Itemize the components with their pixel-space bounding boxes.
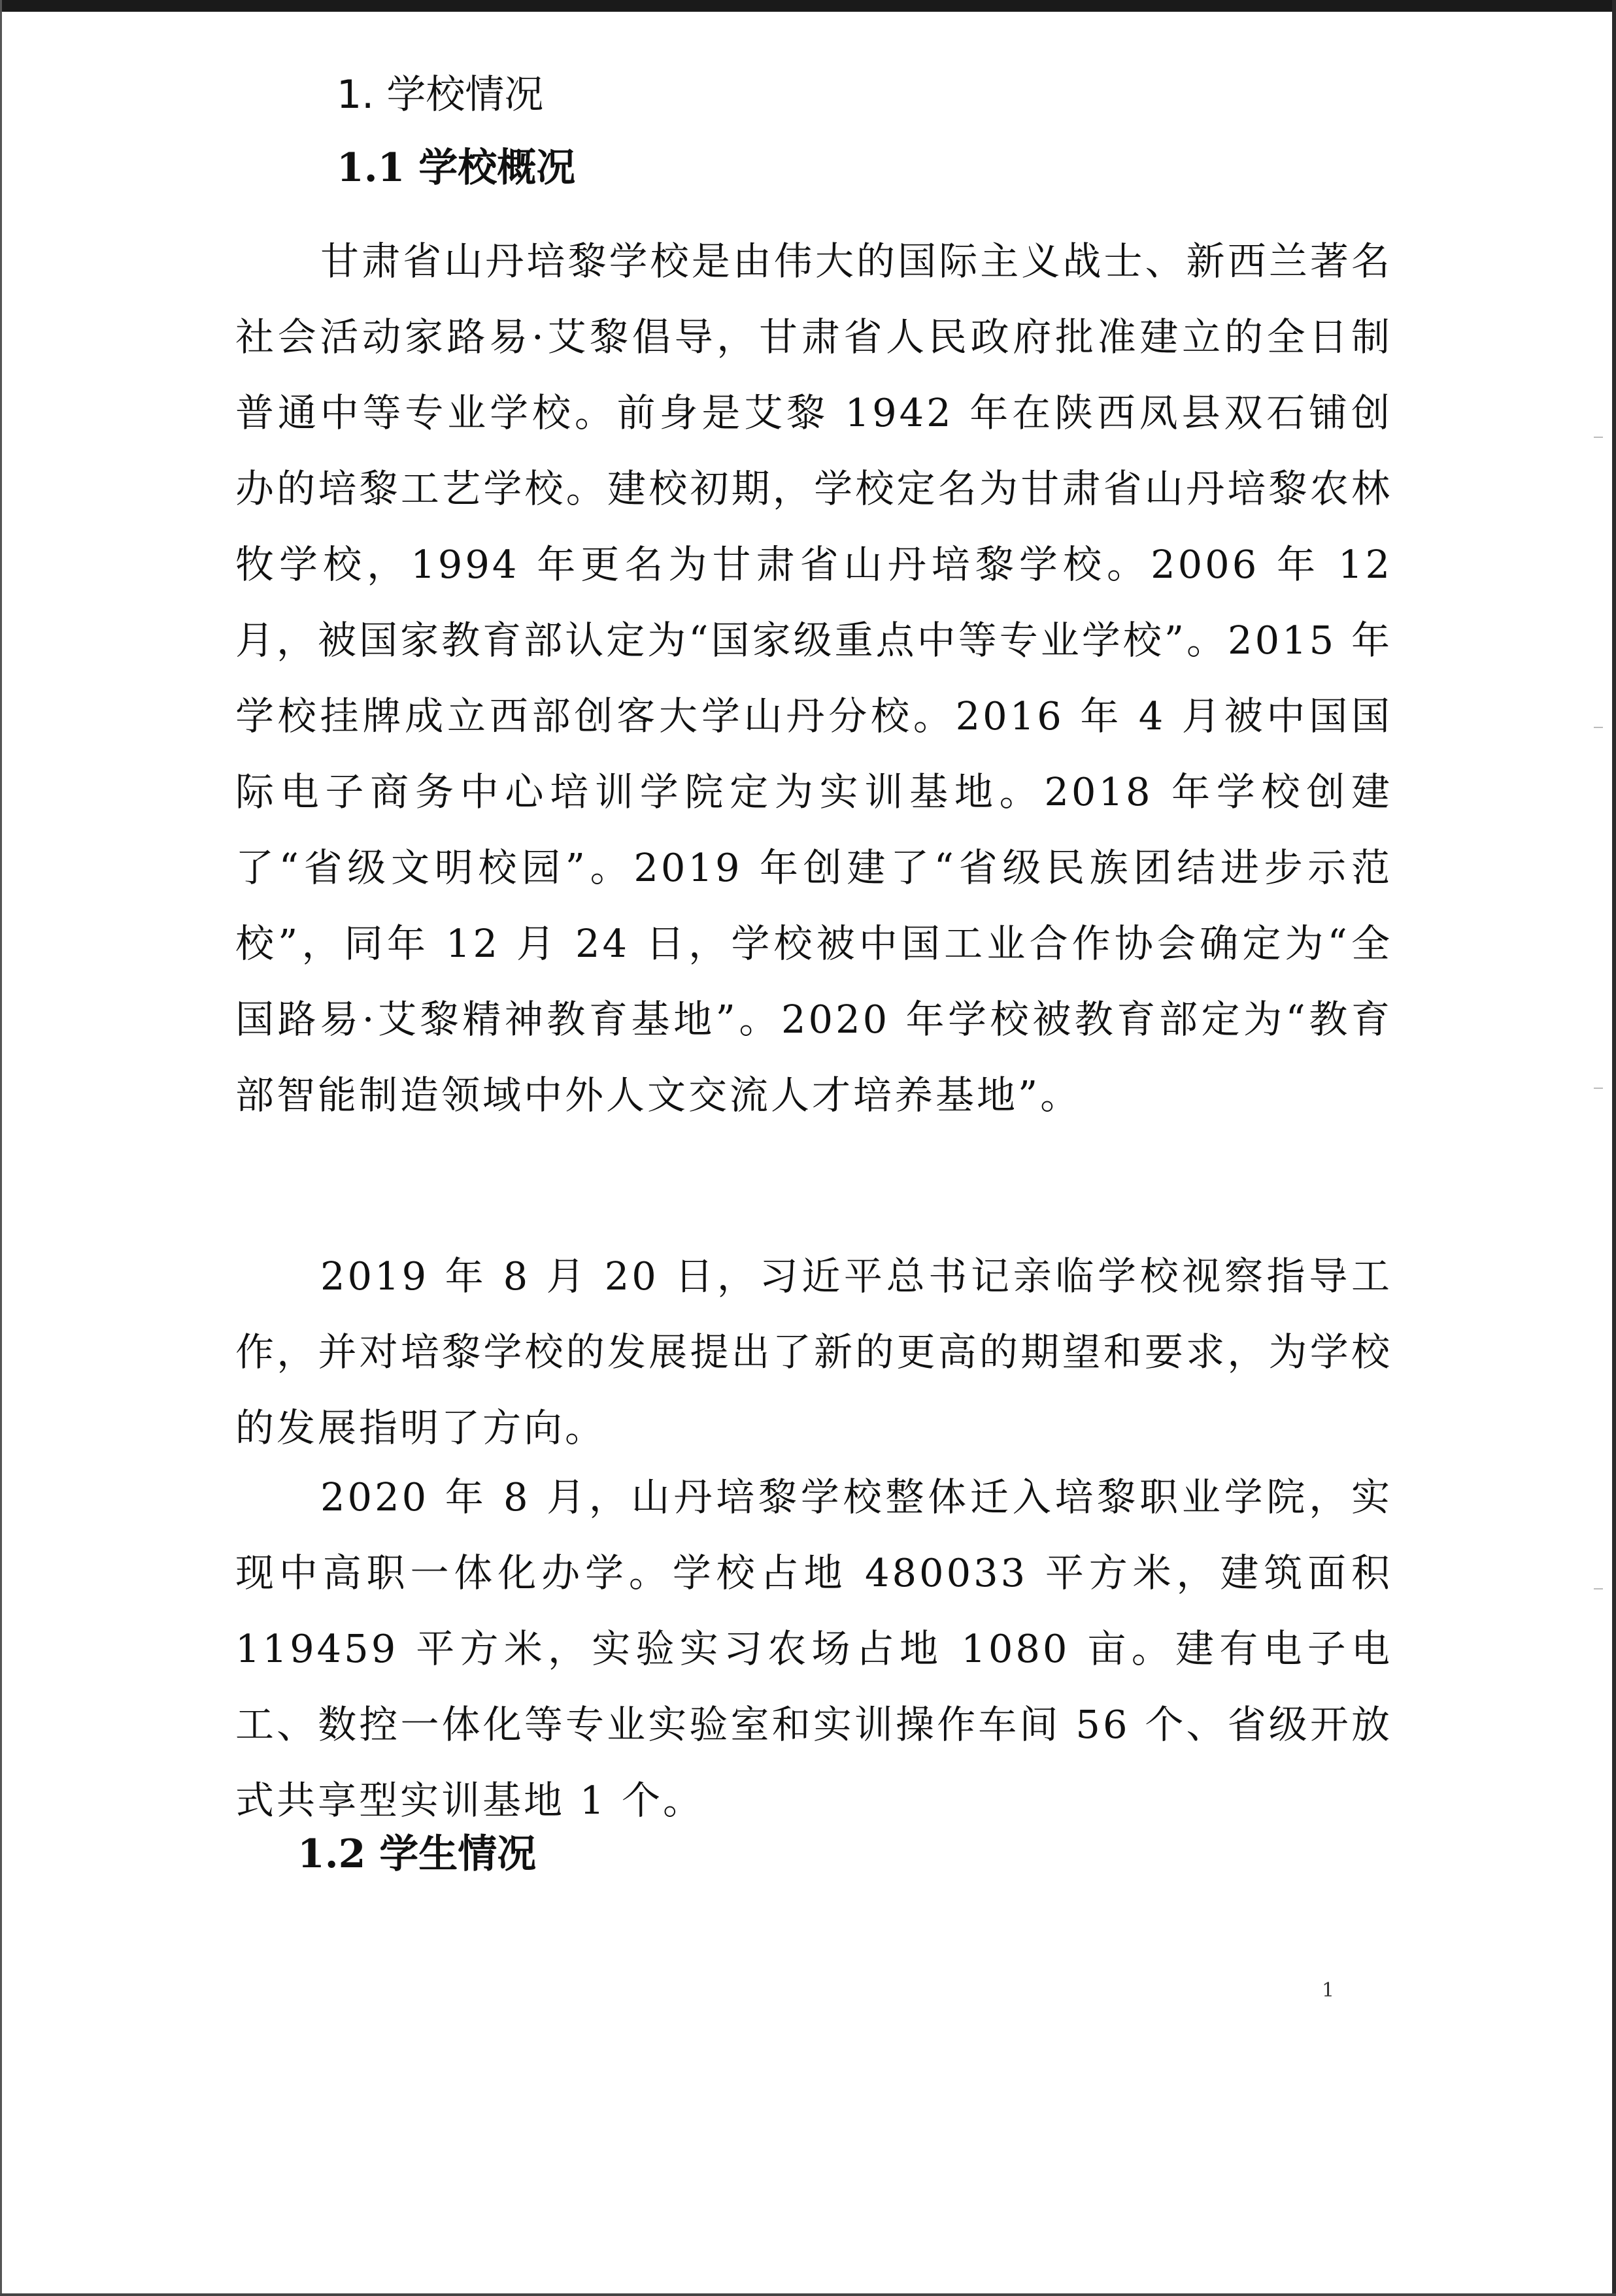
scan-border-bottom [0, 2293, 1616, 2296]
subsection-title-school-overview: 1.1 学校概况 [337, 145, 576, 191]
page-number: 1 [1322, 1979, 1335, 2002]
paragraph-inspection-visit: 2019 年 8 月 20 日，习近平总书记亲临学校视察指导工作，并对培黎学校的发展提出了新的更高的期望和要求，为学校的发展指明了方向。 [235, 1254, 1392, 1450]
paragraph-campus-facilities: 2020 年 8 月，山丹培黎学校整体迁入培黎职业学院，实现中高职一体化办学。学校占地 480033 平方米，建筑面积 119459 平方米，实验实习农场占地 1080 亩。建有电子电工、数控一体化等专业实验室和实训操作车间 56 个、省级开放式共享型实训基地 1 个。 [235, 1474, 1392, 1823]
scan-margin-mark [1594, 437, 1603, 438]
scan-border-top [0, 0, 1616, 12]
subsection-title-student-situation: 1.2 学生情况 [297, 1831, 537, 1877]
scan-margin-mark [1594, 1088, 1603, 1089]
scan-margin-mark [1594, 1588, 1603, 1589]
paragraph-school-history: 甘肃省山丹培黎学校是由伟大的国际主义战士、新西兰著名社会活动家路易·艾黎倡导，甘肃省人民政府批准建立的全日制普通中等专业学校。前身是艾黎 1942 年在陕西凤县双石铺创办的培黎工艺学校。建校初期，学校定名为甘肃省山丹培黎农林牧学校，1994 年更名为甘肃省山丹培黎学校。2006 年 12 月，被国家教育部认定为“国家级重点中等专业学校”。2015 年学校挂牌成立西部创客大学山丹分校。2016 年 4 月被中国国际电子商务中心培训学院定为实训基地。2018 年学校创建了“省级文明校园”。2019 年创建了“省级民族团结进步示范校”，同年 12 月 24 日，学校被中国工业合作协会确定为“全国路易·艾黎精神教育基地”。2020 年学校被教育部定为“教育部智能制造领域中外人文交流人才培养基地”。 [235, 239, 1392, 1118]
scan-border-left [0, 0, 2, 2296]
scan-border-right [1612, 0, 1616, 2296]
scan-margin-mark [1594, 727, 1603, 728]
section-title: 1. 学校情况 [337, 72, 544, 118]
